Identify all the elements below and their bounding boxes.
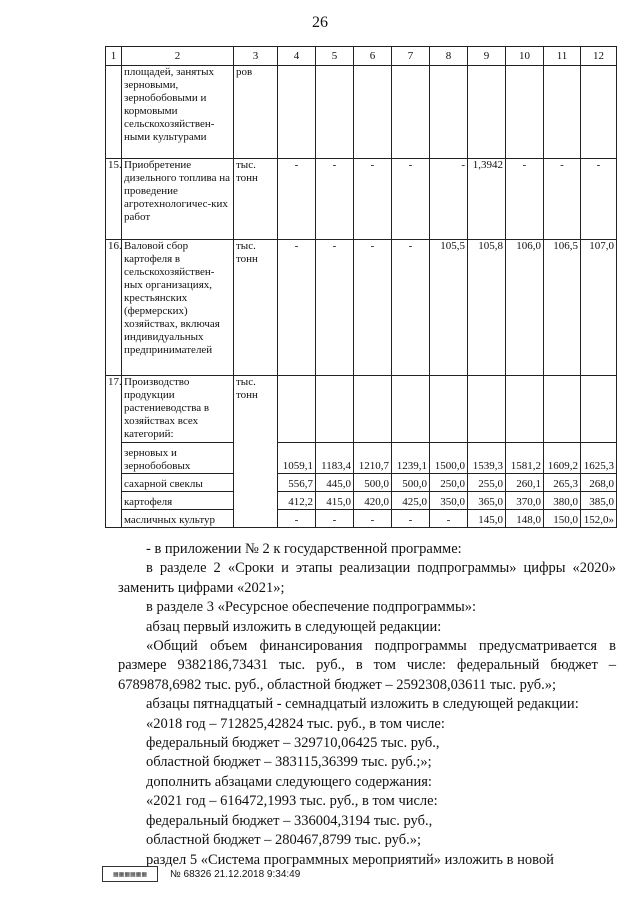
table-row — [106, 240, 617, 376]
cell-value: 425,0 — [392, 492, 430, 510]
cell-value: 420,0 — [354, 492, 392, 510]
footer — [102, 866, 300, 882]
cell-value: 556,7 — [278, 474, 316, 492]
cell-value: 107,0 — [581, 240, 617, 376]
cell-value: - — [354, 240, 392, 376]
header-cell: 9 — [468, 47, 506, 66]
cell-value: - — [581, 159, 617, 240]
table-row — [106, 159, 617, 240]
paragraph: «Общий объем финансирования подпрограммы предусматривается в размере 9382186,73431 тыс. руб., в том числе: федеральный бюджет – 6789878,6982 тыс. руб., областной бюджет – 2592308,03611 тыс. руб.»; — [118, 638, 616, 693]
cell-value: - — [544, 159, 581, 240]
cell-value: 412,2 — [278, 492, 316, 510]
row-name: Производство продукции растениеводства в хозяйствах всех категорий: — [122, 376, 234, 443]
row-unit: тыс. тонн — [234, 376, 278, 528]
cell-value: 1183,4 — [316, 443, 354, 474]
cell-value: 445,0 — [316, 474, 354, 492]
header-cell: 11 — [544, 47, 581, 66]
row-unit: ров — [234, 66, 278, 159]
cell-value: 145,0 — [468, 510, 506, 528]
cell-value: 1581,2 — [506, 443, 544, 474]
cell-value: 148,0 — [506, 510, 544, 528]
row-number — [106, 66, 122, 159]
paragraph: в разделе 2 «Сроки и этапы реализации подпрограммы» цифры «2020» заменить цифрами «2021»; — [118, 560, 616, 596]
paragraph: федеральный бюджет – 329710,06425 тыс. руб., — [146, 735, 440, 752]
body-text — [118, 540, 616, 870]
paragraph: абзацы пятнадцатый - семнадцатый изложить в следующей редакции: — [146, 696, 579, 713]
cell-value: - — [354, 159, 392, 240]
cell-value: - — [506, 159, 544, 240]
cell-value: 1239,1 — [392, 443, 430, 474]
cell-value: - — [354, 510, 392, 528]
header-cell: 1 — [106, 47, 122, 66]
cell-value: 500,0 — [354, 474, 392, 492]
cell-value: 385,0 — [581, 492, 617, 510]
data-table — [105, 46, 617, 528]
cell-value: 152,0» — [581, 510, 617, 528]
page-number: 26 — [312, 14, 328, 31]
cell-value: 415,0 — [316, 492, 354, 510]
row-name: Приобретение дизельного топлива на проведение агротехнологичес-ких работ — [122, 159, 234, 240]
table-header-row — [106, 47, 617, 66]
document-stamp-icon: ▦▦▦▦▦▦ — [102, 866, 158, 882]
row-number: 17. — [106, 376, 122, 528]
cell-value: 380,0 — [544, 492, 581, 510]
cell-value: 1500,0 — [430, 443, 468, 474]
cell-value: - — [430, 159, 468, 240]
table-row — [106, 492, 617, 510]
cell-value: 1539,3 — [468, 443, 506, 474]
header-cell: 12 — [581, 47, 617, 66]
cell-value: 265,3 — [544, 474, 581, 492]
header-cell: 6 — [354, 47, 392, 66]
document-number: № 68326 21.12.2018 9:34:49 — [170, 868, 301, 880]
cell-value: 1609,2 — [544, 443, 581, 474]
header-cell: 5 — [316, 47, 354, 66]
table-row — [106, 66, 617, 159]
paragraph: федеральный бюджет – 336004,3194 тыс. руб., — [146, 812, 433, 829]
row-unit: тыс. тонн — [234, 159, 278, 240]
cell-value: - — [392, 510, 430, 528]
table-row — [106, 474, 617, 492]
paragraph: раздел 5 «Система программных мероприятий» изложить в новой — [146, 851, 554, 868]
cell-value: 268,0 — [581, 474, 617, 492]
header-cell: 2 — [122, 47, 234, 66]
cell-value: - — [278, 159, 316, 240]
row-name: зерновых и зернобобовых — [122, 443, 234, 474]
cell-value: 1,3942 — [468, 159, 506, 240]
paragraph: - в приложении № 2 к государственной программе: — [146, 541, 462, 557]
cell-value: 350,0 — [430, 492, 468, 510]
cell-value: - — [278, 240, 316, 376]
header-cell: 10 — [506, 47, 544, 66]
header-cell: 7 — [392, 47, 430, 66]
cell-value: - — [278, 510, 316, 528]
table-row — [106, 376, 617, 443]
cell-value: - — [316, 159, 354, 240]
row-name: картофеля — [122, 492, 234, 510]
row-unit: тыс. тонн — [234, 240, 278, 376]
row-name: сахарной свеклы — [122, 474, 234, 492]
cell-value: - — [316, 240, 354, 376]
row-name: Валовой сбор картофеля в сельскохозяйствен-ных организациях, крестьянских (фермерских) хозяйствах, включая индивидуальных предпринимателей — [122, 240, 234, 376]
cell-value: 500,0 — [392, 474, 430, 492]
cell-value: - — [392, 159, 430, 240]
paragraph: абзац первый изложить в следующей редакции: — [146, 618, 442, 635]
cell-value: 106,5 — [544, 240, 581, 376]
cell-value: 370,0 — [506, 492, 544, 510]
paragraph: областной бюджет – 383115,36399 тыс. руб.;»; — [146, 754, 432, 771]
cell-value: 1059,1 — [278, 443, 316, 474]
cell-value: 105,8 — [468, 240, 506, 376]
paragraph: областной бюджет – 280467,8799 тыс. руб.»; — [146, 832, 421, 849]
row-number: 16. — [106, 240, 122, 376]
cell-value: - — [316, 510, 354, 528]
paragraph: дополнить абзацами следующего содержания: — [146, 773, 432, 790]
header-cell: 4 — [278, 47, 316, 66]
table-row — [106, 510, 617, 528]
table-row — [106, 443, 617, 474]
row-name: масличных культур — [122, 510, 234, 528]
cell-value: - — [430, 510, 468, 528]
cell-value: 150,0 — [544, 510, 581, 528]
cell-value: 106,0 — [506, 240, 544, 376]
paragraph: «2018 год – 712825,42824 тыс. руб., в том числе: — [146, 715, 445, 732]
cell-value: - — [392, 240, 430, 376]
row-name: площадей, занятых зерновыми, зернобобовыми и кормовыми сельскохозяйствен-ными культурами — [122, 66, 234, 159]
header-cell: 8 — [430, 47, 468, 66]
cell-value: 105,5 — [430, 240, 468, 376]
cell-value: 250,0 — [430, 474, 468, 492]
cell-value: 255,0 — [468, 474, 506, 492]
cell-value: 365,0 — [468, 492, 506, 510]
paragraph: «2021 год – 616472,1993 тыс. руб., в том числе: — [146, 793, 438, 810]
cell-value: 260,1 — [506, 474, 544, 492]
cell-value: 1210,7 — [354, 443, 392, 474]
row-number: 15. — [106, 159, 122, 240]
paragraph: в разделе 3 «Ресурсное обеспечение подпрограммы»: — [146, 599, 477, 616]
header-cell: 3 — [234, 47, 278, 66]
cell-value: 1625,3 — [581, 443, 617, 474]
